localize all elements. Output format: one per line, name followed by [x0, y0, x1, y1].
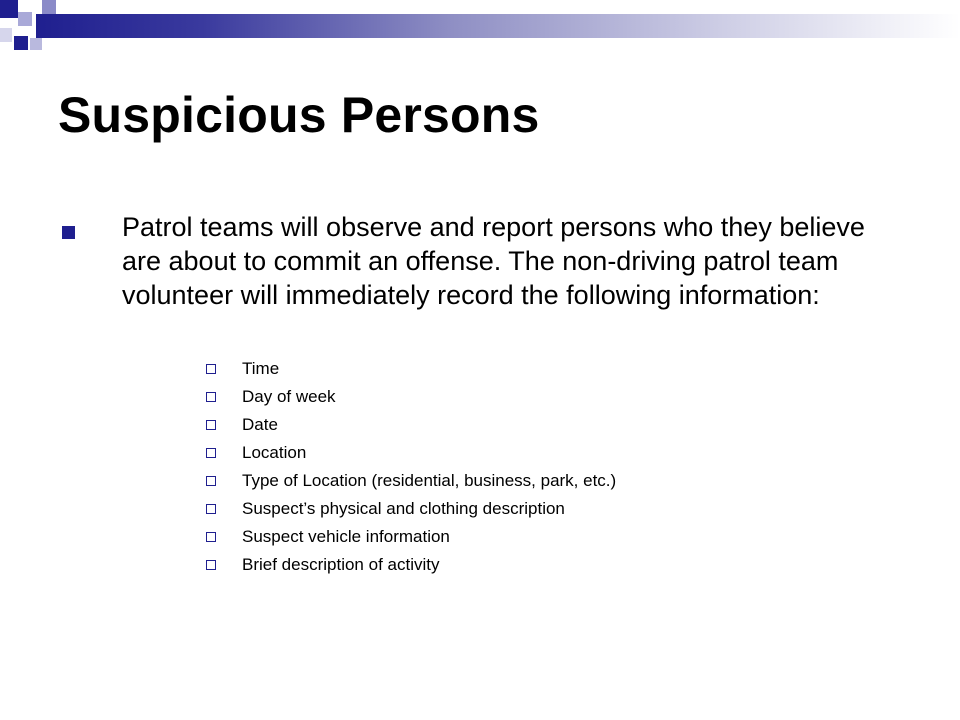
list-item-date	[206, 411, 616, 439]
filled-square-bullet-icon	[62, 226, 75, 239]
list-item-label: Suspect’s physical and clothing description	[242, 499, 565, 518]
list-item-suspect-description	[206, 495, 616, 523]
hollow-square-bullet-icon	[206, 364, 216, 374]
list-item-label: Suspect vehicle information	[242, 527, 450, 546]
decorative-square	[18, 12, 32, 26]
list-item-location	[206, 439, 616, 467]
list-item-type-of-location	[206, 467, 616, 495]
header-gradient-band	[36, 14, 960, 38]
list-item-suspect-vehicle	[206, 523, 616, 551]
list-item-time	[206, 355, 616, 383]
list-item-label: Location	[242, 443, 307, 462]
hollow-square-bullet-icon	[206, 392, 216, 402]
decorative-square	[30, 38, 42, 50]
decorative-square	[0, 28, 12, 42]
list-item-day-of-week	[206, 383, 616, 411]
decorative-square	[14, 36, 28, 50]
hollow-square-bullet-icon	[206, 448, 216, 458]
decorative-square	[42, 0, 56, 14]
decorative-square	[0, 0, 18, 18]
list-item-activity-description	[206, 551, 616, 579]
sub-bullet-list	[206, 355, 616, 579]
main-bullet-text: Patrol teams will observe and report persons who they believe are about to commit an offense. The non-driving patrol team volunteer will immediately record the following information:	[122, 212, 865, 310]
hollow-square-bullet-icon	[206, 504, 216, 514]
list-item-label: Type of Location (residential, business, park, etc.)	[242, 471, 617, 490]
list-item-label: Day of week	[242, 387, 336, 406]
list-item-label: Brief description of activity	[242, 555, 440, 574]
hollow-square-bullet-icon	[206, 560, 216, 570]
list-item-label: Date	[242, 415, 278, 434]
hollow-square-bullet-icon	[206, 532, 216, 542]
list-item-label: Time	[242, 359, 280, 378]
hollow-square-bullet-icon	[206, 420, 216, 430]
hollow-square-bullet-icon	[206, 476, 216, 486]
slide-title: Suspicious Persons	[58, 87, 540, 143]
